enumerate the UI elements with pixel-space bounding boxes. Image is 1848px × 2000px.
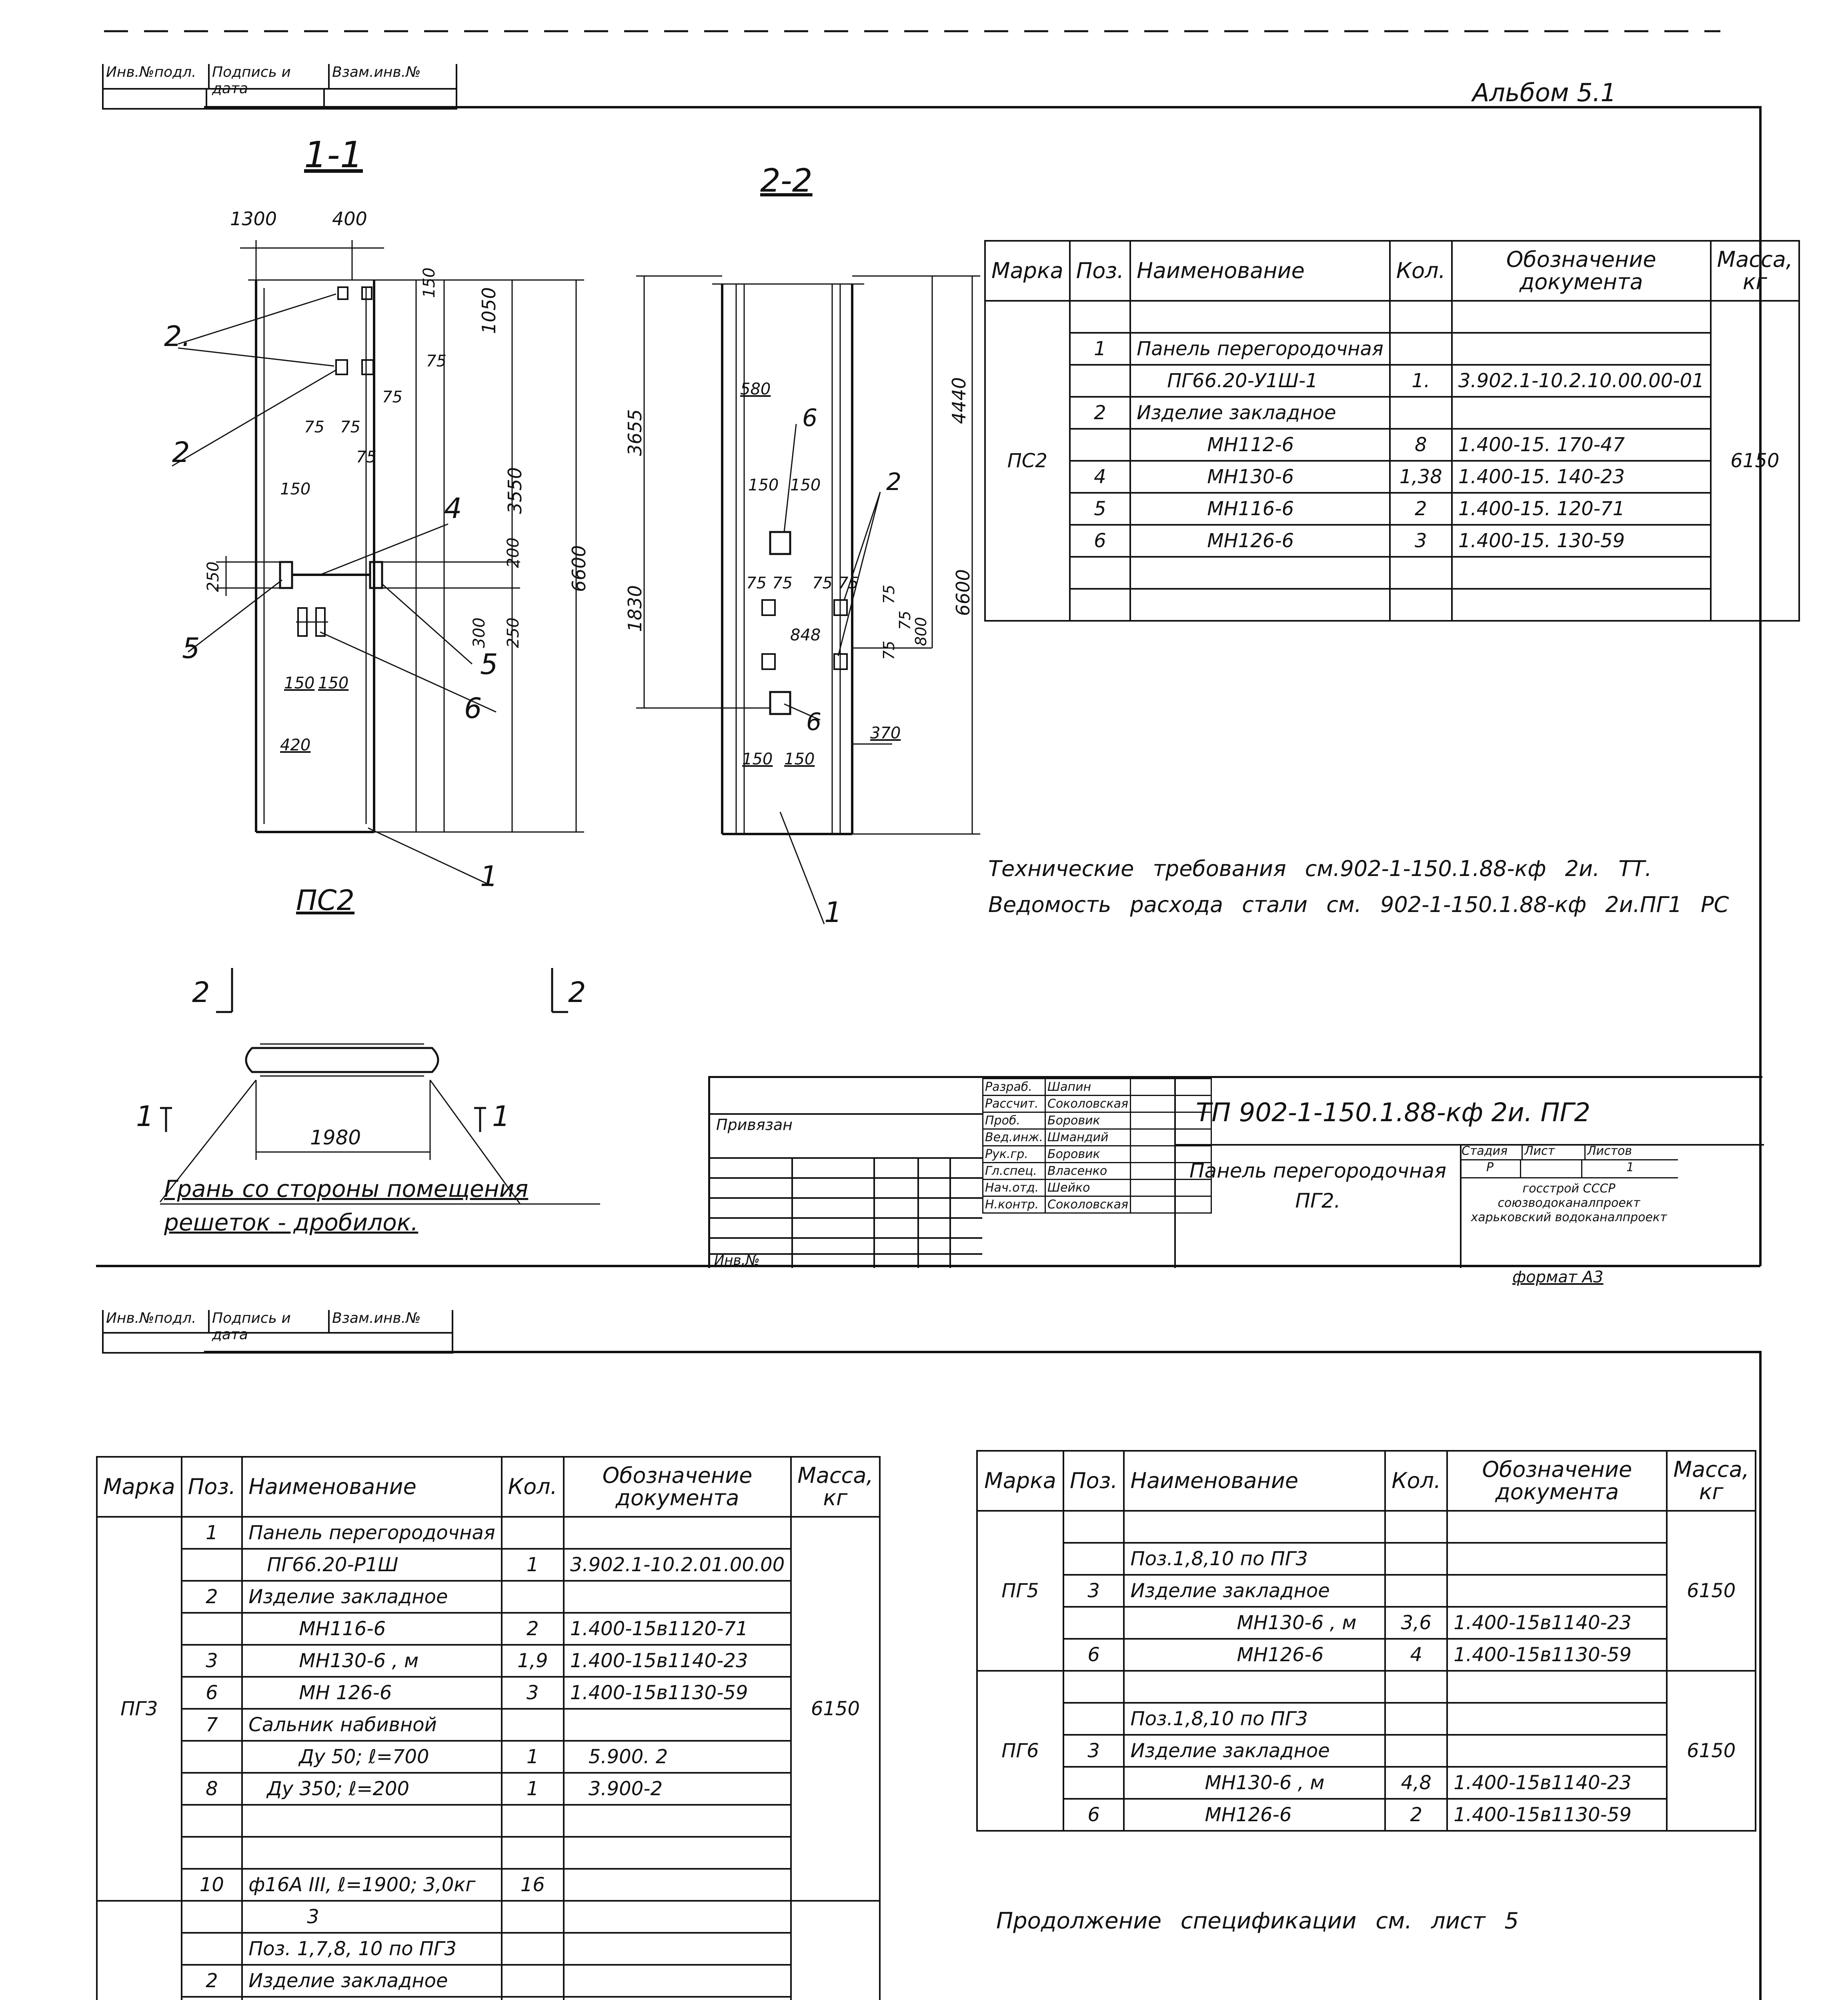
album-label: Альбом 5.1 [1472,78,1616,107]
dim-6600-a: 6600 [568,545,590,592]
dim-75-k: 75 [896,610,914,630]
dim-848: 848 [790,626,821,644]
stamp-sign-label-2: Подпись и дата [210,1310,330,1332]
stage-hdr: Стадия [1460,1144,1523,1159]
dim-420: 420 [280,736,311,754]
dim-75-c: 75 [304,418,324,436]
callout-6: 6 [464,692,482,725]
callout-6-bottom: 6 [806,708,822,736]
table-row: ПГ5 6150 [977,1511,1756,1543]
dim-75-l: 75 [880,640,898,660]
spec-table-sheet1 [984,240,1800,622]
sheet-hdr: Лист [1523,1144,1586,1159]
dim-1830: 1830 [624,585,646,632]
table-row: 2 Изделие закладное [985,397,1799,429]
table-row [97,1805,880,1837]
dim-75-d: 75 [340,418,360,436]
stamp-inv-label: Инв.№подл. [104,64,210,88]
dim-300: 300 [470,617,489,648]
privyazan-label: Привязан [716,1116,793,1134]
dim-75-j: 75 [880,584,898,604]
table-row: ПГ6 6150 [977,1671,1756,1703]
dim-75-a: 75 [426,352,446,370]
table-row [985,589,1799,621]
plan-note: Грань со стороны помещения решеток - дробилок. [164,1175,529,1236]
mass-cell: 6150 [1711,301,1799,621]
panel-label-ps2: ПС2 [296,884,355,917]
stamp-inv-label-2: Инв.№подл. [104,1310,210,1332]
table-row [97,1997,880,2000]
dim-3655: 3655 [624,409,646,456]
table-row: 4 МН130-6 1,38 1.400-15. 140-23 [985,461,1799,493]
sheets-val: 1 [1626,1160,1634,1174]
callout-1-right: 1 [824,896,842,929]
callout-5-right: 5 [480,648,498,681]
dim-150-b: 150 [280,480,311,498]
dim-75-e: 75 [356,448,376,466]
cut-mark-1-left: 1 [136,1100,154,1133]
table-row: 6 МН126-6 2 1.400-15в1130-59 [977,1799,1756,1831]
table-row: МН130-6 , м 4,8 1.400-15в1140-23 [977,1767,1756,1799]
cut-mark-1-right: 1 [492,1100,510,1133]
cut-mark-2-left: 2 [192,976,210,1009]
dim-150-f: 150 [790,476,821,494]
table-row: МН130-6 , м 3,6 1.400-15в1140-23 [977,1607,1756,1639]
table-row: 6 МН126-6 3 1.400-15. 130-59 [985,525,1799,557]
table-row: Ду 50; ℓ=700 1 5.900. 2 [97,1741,880,1773]
spec-table-right: Марка Поз. Наименование Кол. Обозначение документа Масса, кг ПГ5 6150 Поз.1,8,10 по ПГ3 3 Изделие закладное МН130-6 , м 3,6 1.400-15в1140-23 6 МН126-6 4 1.400-15в1130-59 ПГ6 6150 Поз.1,8,10 по ПГ3 3 Изделие закладное МН130-6 , м 4,8 1.400-15в1140-23 6 МН126-6 2 1.400-15в1130-59 [976,1450,1756,1832]
stamp-replace-label-2: Взам.инв.№ [332,1310,421,1326]
dim-3550: 3550 [504,467,526,514]
table-row: 8 Ду 350; ℓ=200 1 3.900-2 [97,1773,880,1805]
dim-1300: 1300 [230,208,277,230]
section-2-2-title: 2-2 [760,162,813,199]
inv-label: Инв.№ [714,1252,760,1268]
col-mass: Масса, кг [1711,241,1799,301]
table-row: 3 [97,1901,880,1933]
sheets-hdr: Листов [1587,1144,1632,1158]
dim-75-b: 75 [382,388,402,406]
table-row [97,1837,880,1869]
dim-75-i: 75 [838,574,859,592]
dim-370: 370 [870,724,901,742]
callout-6-top: 6 [802,404,818,432]
col-qty: Кол. [1390,241,1452,301]
table-row: 1 Панель перегородочная [985,333,1799,365]
table-row: 2 Изделие закладное [97,1965,880,1997]
stage-val: Р [1460,1160,1521,1177]
callout-2-right: 2 [886,468,902,496]
table-row: МН116-6 2 1.400-15в1120-71 [97,1613,880,1645]
table-row: 3 МН130-6 , м 1,9 1.400-15в1140-23 [97,1645,880,1677]
dim-150-g: 150 [742,750,773,768]
table-row: 6 МН126-6 4 1.400-15в1130-59 [977,1639,1756,1671]
org-name: госстрой СССР союзводоканалпроект харьковский водоканалпроект [1471,1182,1667,1224]
top-stamp-sheet2 [102,1310,453,1354]
title-block-sheet1 [708,1076,1762,1268]
table-row [985,301,1799,333]
cut-mark-2-right: 2 [568,976,586,1009]
table-row: 5 МН116-6 2 1.400-15. 120-71 [985,493,1799,525]
table-row: 3 Изделие закладное [977,1575,1756,1607]
dim-800: 800 [912,617,930,646]
sheet-val [1521,1160,1582,1177]
table-row: Поз. 1,7,8, 10 по ПГ3 [97,1933,880,1965]
doc-name: Панель перегородочная ПГ2. [1189,1159,1447,1212]
dim-400: 400 [332,208,367,230]
dim-1050: 1050 [478,287,500,334]
dim-150-a: 150 [420,267,438,298]
col-doc: Обозначение документа [1452,241,1711,301]
table-row: 6 МН 126-6 3 1.400-15в1130-59 [97,1677,880,1709]
dim-250-a: 250 [204,561,222,592]
dim-200: 200 [504,537,523,568]
table-row: Поз.1,8,10 по ПГ3 [977,1543,1756,1575]
callout-4: 4 [444,492,462,525]
table-row: ПГ66.20-У1Ш-1 1. 3.902.1-10.2.10.00.00-01 [985,365,1799,397]
steel-sheet1: Ведомость расхода стали см. 902-1-150.1.88-кф 2и.ПГ1 РС [988,892,1729,917]
signatures-table: Разраб. Шапин Рассчит. Соколовская Проб. Боровик Вед.инж. Шмандий Рук.гр. Боровик Гл.спец. Власенко Нач.отд. Шейко Н.контр. Соколовская [982,1078,1212,1214]
tech-req-sheet1: Технические требования см.902-1-150.1.88-кф 2и. ТТ. [988,856,1652,881]
col-name: Наименование [1130,241,1390,301]
dim-150-d: 150 [318,674,349,692]
stamp-sign-label: Подпись и дата [210,64,330,88]
plan-view-drawing [160,968,600,1204]
dim-580: 580 [740,380,771,398]
col-pos: Поз. [1070,241,1131,301]
format-label-sheet1: формат А3 [1512,1268,1604,1286]
spec-table-left: Марка Поз. Наименование Кол. Обозначение документа Масса, кг ПГ3 1 Панель перегородочная 6150 ПГ66.20-Р1Ш 1 3.902.1-10.2.01.00.00 2 Изделие закладное МН116-6 2 1.400-15в1120-71 3 МН130-6 , м 1,9 1.400-15в1140-23 6 МН 126-6 3 1.400-15в1130-59 7 Сальник набивной Ду 50; ℓ=700 1 5.900. 2 8 Ду 350; ℓ=200 1 3.900-2 10 ф16А III, ℓ=1900; 3,0кг 16 3 Поз. 1,7,8, 10 по ПГ3 2 Изделие закладное [96,1456,881,2000]
dim-75-f: 75 [746,574,767,592]
stamp-replace-label: Взам.инв.№ [332,64,421,80]
callout-2: 2 [172,436,190,469]
dim-250-b: 250 [504,617,523,648]
mark-cell: ПС2 [985,301,1070,621]
table-row: 10 ф16А III, ℓ=1900; 3,0кг 16 [97,1869,880,1901]
table-row: ПГ66.20-Р1Ш 1 3.902.1-10.2.01.00.00 [97,1549,880,1581]
section-1-1-title: 1-1 [304,134,363,176]
callout-2-dot: 2. [164,320,191,353]
dim-4440: 4440 [948,377,970,424]
top-stamp-sheet1 [102,64,457,110]
callout-1-left: 1 [480,860,498,893]
section-2-2-drawing [636,276,980,924]
table-row: ПГ3 1 Панель перегородочная 6150 [97,1517,880,1549]
col-mark: Марка [985,241,1070,301]
table-row: 3 Изделие закладное [977,1735,1756,1767]
table-row: МН112-6 8 1.400-15. 170-47 [985,429,1799,461]
table-row: 7 Сальник набивной [97,1709,880,1741]
dim-75-g: 75 [772,574,793,592]
table-row: 2 Изделие закладное [97,1581,880,1613]
doc-code: ТП 902-1-150.1.88-кф 2и. ПГ2 [1196,1098,1590,1128]
dim-6600-b: 6600 [952,569,974,616]
table-row [985,557,1799,589]
table-row: Поз.1,8,10 по ПГ3 [977,1703,1756,1735]
dim-150-h: 150 [784,750,815,768]
dim-75-h: 75 [812,574,833,592]
privyazan-grid [710,1078,982,1268]
dim-150-e: 150 [748,476,779,494]
plan-dim-1980: 1980 [310,1126,361,1149]
callout-5-left: 5 [182,632,200,665]
dim-150-c: 150 [284,674,315,692]
continuation-note: Продолжение спецификации см. лист 5 [996,1908,1519,1934]
